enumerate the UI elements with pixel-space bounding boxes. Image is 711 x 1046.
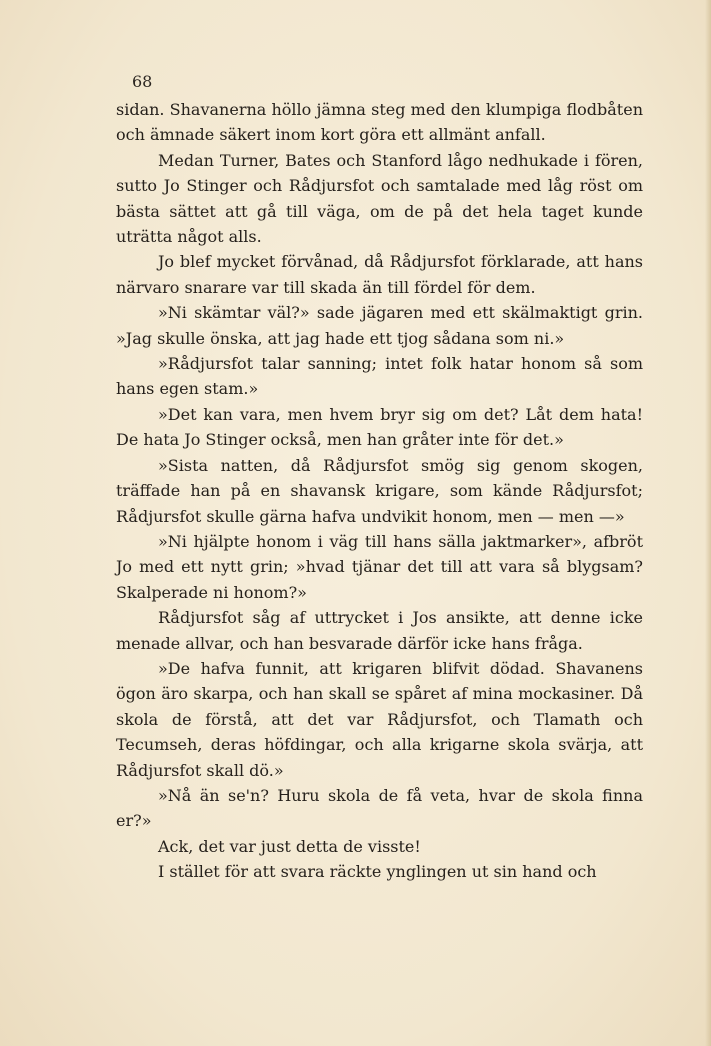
paragraph: »Ni hjälpte honom i väg till hans sälla jaktmarker», afbröt Jo med ett nytt grin; »hvad tjänar det till att vara så blygsam? Skalperade ni honom?» [116,531,643,602]
paragraph: »De hafva funnit, att krigaren blifvit dödad. Shavanens ögon äro skarpa, och han skall se spåret af mina mockasiner. Då skola de förstå, att det var Rådjursfot, och Tlamath och Tecumseh, deras höfdingar, och alla krigarne skola svärja, att Rådjursfot skall dö.» [116,658,643,780]
paragraph: »Rådjursfot talar sanning; intet folk hatar honom så som hans egen stam.» [116,354,643,399]
body-text [116,97,643,885]
paragraph: Ack, det var just detta de visste! [158,836,421,856]
paragraph: »Det kan vara, men hvem bryr sig om det? Låt dem hata! De hata Jo Stinger också, men han gråter inte för det.» [116,404,643,450]
paragraph: Rådjursfot såg af uttrycket i Jos ansikte, att denne icke menade allvar, och han besvarade därför icke hans fråga. [116,608,643,653]
paragraph: sidan. Shavanerna höllo jämna steg med den klumpiga flodbåten och ämnade säkert inom kort göra ett allmänt anfall. [116,100,643,145]
page-edge [705,0,711,1046]
paragraph: I stället för att svara räckte ynglingen ut sin hand och [158,862,597,882]
paragraph: »Ni skämtar väl?» sade jägaren med ett skälmaktigt grin. »Jag skulle önska, att jag hade ett tjog sådana som ni.» [116,303,643,348]
paragraph: Jo blef mycket förvånad, då Rådjursfot förklarade, att hans närvaro snarare var till skada än till fördel för dem. [116,252,643,297]
page-number: 68 [132,72,153,91]
paragraph: »Sista natten, då Rådjursfot smög sig genom skogen, träffade han på en shavansk krigare, som kände Rådjursfot; Rådjursfot skulle gärna hafva undvikit honom, men — men —» [116,455,643,526]
paragraph: Medan Turner, Bates och Stanford lågo nedhukade i fören, sutto Jo Stinger och Rådjursfot och samtalade med låg röst om bästa sättet att gå till väga, om de på det hela taget kunde uträtta något alls. [116,150,643,247]
paragraph: »Nå än se'n? Huru skola de få veta, hvar de skola finna er?» [116,785,643,831]
